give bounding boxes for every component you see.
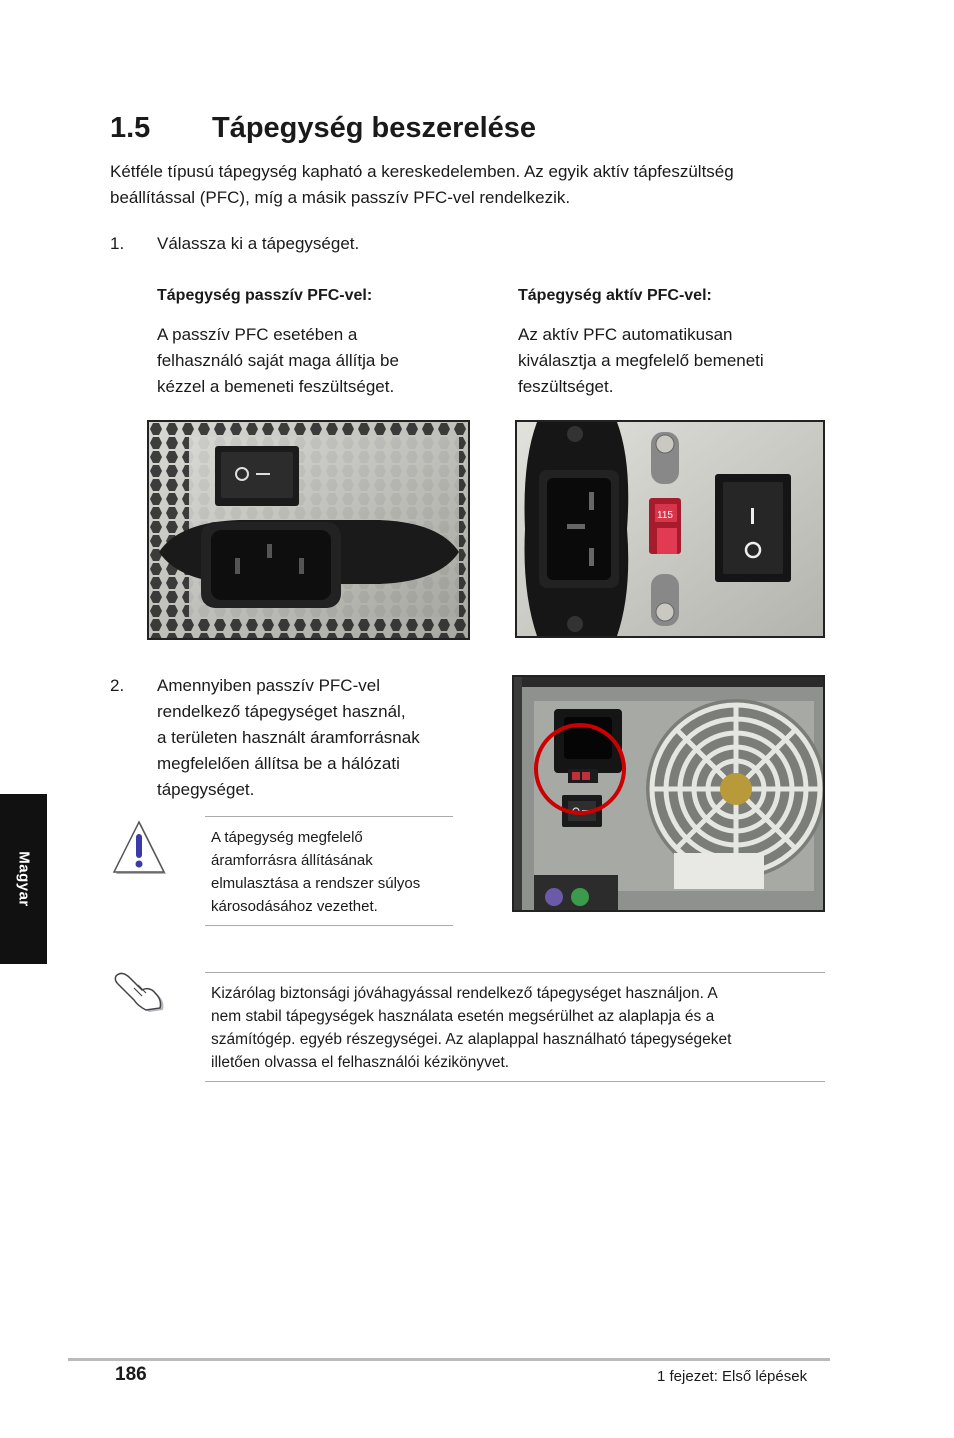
language-side-tab-label: Magyar [15,851,32,907]
note-bottom-rule [205,1081,825,1082]
step-1-number: 1. [110,234,125,253]
step-2-line: a területen használt áramforrásnak [157,728,420,747]
intro-line: beállítással (PFC), míg a másik passzív PFC-vel rendelkezik. [110,188,571,207]
pc-back-panel-photo [512,675,825,912]
hand-note-icon [112,968,166,1012]
step-2-number: 2. [110,676,125,695]
warning-bottom-rule [205,925,453,926]
note-line: Kizárólag biztonsági jóváhagyással rendelkező tápegységet használjon. A [211,985,718,1002]
section-number: 1.5 [110,112,151,144]
footer-rule [68,1358,830,1361]
passive-description [157,322,399,400]
intro-paragraph [110,159,734,211]
step-2-line: tápegységet. [157,780,255,799]
step-2-text [157,673,420,803]
active-description [518,322,764,400]
voltage-switch-label: 115 [657,510,673,521]
active-line: kiválasztja a megfelelő bemeneti [518,351,764,370]
section-title [110,112,536,145]
language-side-tab [0,794,47,964]
chapter-label: 1 fejezet: Első lépések [657,1368,808,1385]
active-line: feszültséget. [518,377,614,396]
warning-line: áramforrásra állításának [211,852,373,869]
passive-heading: Tápegység passzív PFC-vel: [157,287,373,304]
step-2-line: Amennyiben passzív PFC-vel [157,676,380,695]
active-psu-photo [515,420,825,638]
warning-line: elmulasztása a rendszer súlyos [211,875,421,892]
note-line: nem stabil tápegységek használata esetén megsérülhet az alaplapja és a [211,1008,715,1025]
intro-line: Kétféle típusú tápegység kapható a kereskedelemben. Az egyik aktív tápfeszültség [110,162,734,181]
warning-text [211,826,420,918]
note-line: számítógép. egyéb részegységei. Az alaplappal használható tápegységeket [211,1031,732,1048]
warning-line: A tápegység megfelelő [211,829,363,846]
step-2-line: rendelkező tápegységet használ, [157,702,406,721]
page-number: 186 [115,1364,147,1385]
section-title-text: Tápegység beszerelése [212,112,537,144]
warning-top-rule [205,816,453,817]
warning-icon [110,820,168,878]
passive-line: A passzív PFC esetében a [157,325,358,344]
step-2-line: megfelelően állítsa be a hálózati [157,754,400,773]
pc-back-panel-illustration [514,677,823,910]
warning-line: károsodásához vezethet. [211,898,378,915]
passive-line: kézzel a bemeneti feszültséget. [157,377,395,396]
passive-line: felhasználó saját maga állítja be [157,351,399,370]
note-text [211,982,731,1074]
note-top-rule [205,972,825,973]
passive-psu-photo [147,420,470,640]
note-line: illetően olvassa el felhasználói kézikönyvet. [211,1054,510,1071]
passive-psu-illustration [149,422,468,638]
active-line: Az aktív PFC automatikusan [518,325,733,344]
active-heading: Tápegység aktív PFC-vel: [518,287,712,304]
active-psu-illustration [517,422,823,636]
step-1-text: Válassza ki a tápegységet. [157,234,360,253]
